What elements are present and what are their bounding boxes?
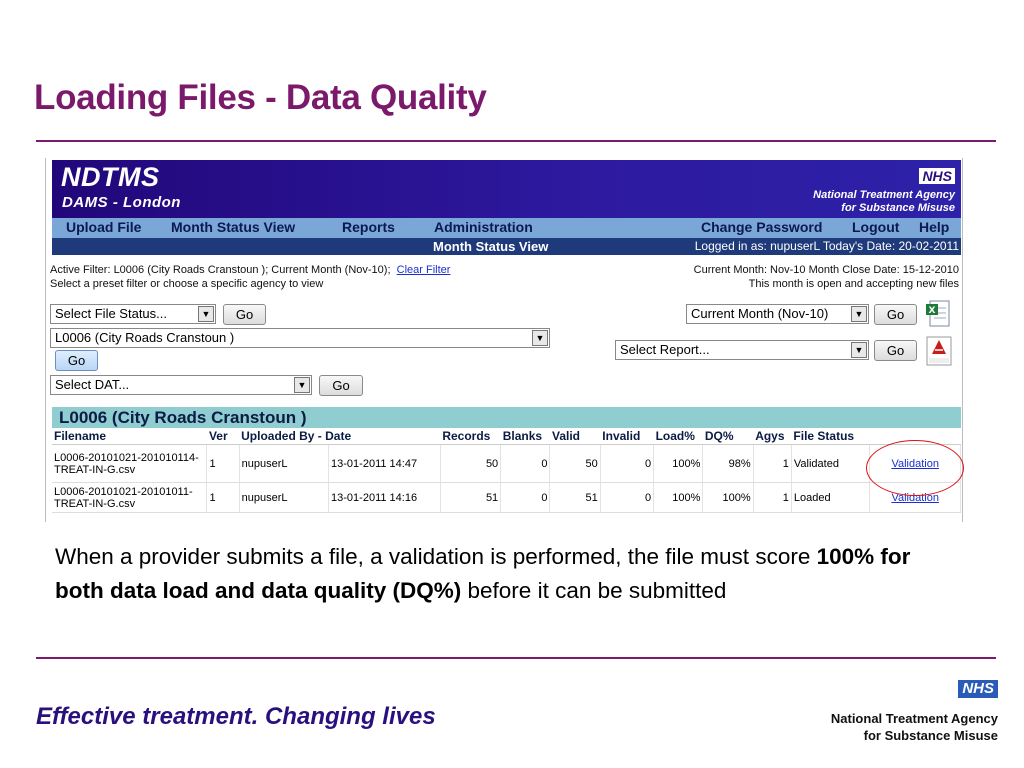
month-select[interactable]: Current Month (Nov-10) ▼ — [686, 304, 869, 324]
cell-dq-pct: 100% — [703, 483, 753, 513]
cell-records: 51 — [440, 483, 500, 513]
cell-load-pct: 100% — [654, 483, 703, 513]
dropdown-arrow-icon: ▼ — [294, 377, 310, 393]
cell-records: 50 — [440, 445, 500, 483]
main-menu — [52, 218, 961, 238]
login-info: Logged in as: nupuserL Today's Date: 20-02-2011 — [694, 239, 959, 253]
dropdown-arrow-icon: ▼ — [851, 342, 867, 358]
month-go-button[interactable]: Go — [874, 304, 917, 325]
menu-administration[interactable]: Administration — [434, 219, 533, 235]
cell-uploaded-by: nupuserL — [239, 483, 328, 513]
agency-name-line2: for Substance Misuse — [841, 202, 955, 214]
app-name: NDTMS — [61, 162, 160, 192]
column-header-load-pct[interactable]: Load% — [654, 428, 703, 445]
file-status-select[interactable]: Select File Status... ▼ — [50, 304, 216, 324]
file-status-go-button[interactable]: Go — [223, 304, 266, 325]
active-filter-text: Active Filter: L0006 (City Roads Cranstoun ); Current Month (Nov-10); Clear Filter — [50, 264, 451, 276]
clear-filter-link[interactable]: Clear Filter — [396, 264, 451, 276]
agency-select[interactable]: L0006 (City Roads Cranstoun ) ▼ — [50, 328, 550, 348]
app-subtitle: DAMS - London — [62, 194, 181, 211]
report-go-button[interactable]: Go — [874, 340, 917, 361]
cell-agys: 1 — [753, 445, 791, 483]
cell-date: 13-01-2011 14:47 — [329, 445, 441, 483]
slide-title: Loading Files - Data Quality — [34, 78, 487, 117]
dat-go-button[interactable]: Go — [319, 375, 363, 396]
column-header-records[interactable]: Records — [440, 428, 500, 445]
svg-text:X: X — [928, 306, 936, 316]
nhs-logo: NHS — [919, 168, 955, 184]
footer-agency-line1: National Treatment Agency — [830, 711, 998, 726]
cell-invalid: 0 — [600, 483, 653, 513]
dropdown-arrow-icon: ▼ — [198, 306, 214, 322]
agency-table-title: L0006 (City Roads Cranstoun ) — [52, 407, 961, 428]
app-header — [52, 160, 961, 218]
caption-emphasis: 100% for both data load and data quality (DQ%) — [55, 544, 911, 603]
menu-upload-file[interactable]: Upload File — [66, 219, 142, 235]
table-row — [52, 483, 961, 513]
current-month-info: Current Month: Nov-10 Month Close Date: 15-12-2010 — [693, 264, 959, 276]
column-header-blanks[interactable]: Blanks — [501, 428, 550, 445]
sub-header-title: Month Status View — [433, 239, 549, 254]
dat-select[interactable]: Select DAT... ▼ — [50, 375, 312, 395]
app-screenshot — [45, 158, 963, 522]
column-header-filename[interactable]: Filename — [52, 428, 207, 445]
cell-blanks: 0 — [501, 483, 550, 513]
menu-month-status-view[interactable]: Month Status View — [171, 219, 296, 235]
sub-header-bar — [52, 238, 961, 255]
cell-filename: L0006-20101021-201010114-TREAT-IN-G.csv — [52, 445, 207, 483]
column-header-ver[interactable]: Ver — [207, 428, 239, 445]
column-header-dq-pct[interactable]: DQ% — [703, 428, 753, 445]
filter-hint: Select a preset filter or choose a specific agency to view — [50, 278, 324, 290]
month-open-status: This month is open and accepting new files — [748, 278, 959, 290]
cell-file-status: Validated — [791, 445, 869, 483]
table-header-row — [52, 428, 961, 445]
dropdown-arrow-icon: ▼ — [851, 306, 867, 322]
column-header-agys[interactable]: Agys — [753, 428, 791, 445]
validation-link[interactable]: Validation — [891, 457, 939, 470]
menu-logout[interactable]: Logout — [852, 219, 900, 235]
column-header-uploaded-by-date[interactable]: Uploaded By - Date — [239, 428, 440, 445]
table-row — [52, 445, 961, 483]
file-status-table — [52, 428, 961, 513]
cell-load-pct: 100% — [654, 445, 703, 483]
cell-invalid: 0 — [600, 445, 653, 483]
column-header-file-status[interactable]: File Status — [791, 428, 869, 445]
menu-help[interactable]: Help — [919, 219, 950, 235]
menu-reports[interactable]: Reports — [342, 219, 395, 235]
agency-go-button[interactable]: Go — [55, 350, 98, 371]
column-header-valid[interactable]: Valid — [550, 428, 600, 445]
cell-ver: 1 — [207, 445, 239, 483]
pdf-export-icon[interactable] — [926, 336, 952, 366]
cell-uploaded-by: nupuserL — [239, 445, 328, 483]
cell-filename: L0006-20101021-20101011-TREAT-IN-G.csv — [52, 483, 207, 513]
cell-dq-pct: 98% — [703, 445, 753, 483]
column-header-invalid[interactable]: Invalid — [600, 428, 653, 445]
footer-tagline: Effective treatment. Changing lives — [36, 703, 436, 730]
top-divider — [36, 140, 996, 142]
agency-name-line1: National Treatment Agency — [813, 189, 955, 201]
menu-change-password[interactable]: Change Password — [701, 219, 823, 235]
cell-date: 13-01-2011 14:16 — [329, 483, 441, 513]
cell-ver: 1 — [207, 483, 239, 513]
slide-caption: When a provider submits a file, a validation is performed, the file must score 100% for both data load and data quality (DQ%) before it can be submitted — [55, 544, 911, 603]
footer-nhs-logo: NHS — [958, 680, 998, 698]
validation-link[interactable]: Validation — [891, 491, 939, 504]
footer-agency-line2: for Substance Misuse — [863, 728, 998, 743]
cell-blanks: 0 — [501, 445, 550, 483]
report-select[interactable]: Select Report... ▼ — [615, 340, 869, 360]
cell-agys: 1 — [753, 483, 791, 513]
highlight-ring-annotation — [866, 440, 964, 496]
bottom-divider — [36, 657, 996, 659]
dropdown-arrow-icon: ▼ — [532, 330, 548, 346]
excel-export-icon[interactable] — [925, 300, 951, 327]
cell-valid: 50 — [550, 445, 600, 483]
cell-valid: 51 — [550, 483, 600, 513]
cell-file-status: Loaded — [791, 483, 869, 513]
